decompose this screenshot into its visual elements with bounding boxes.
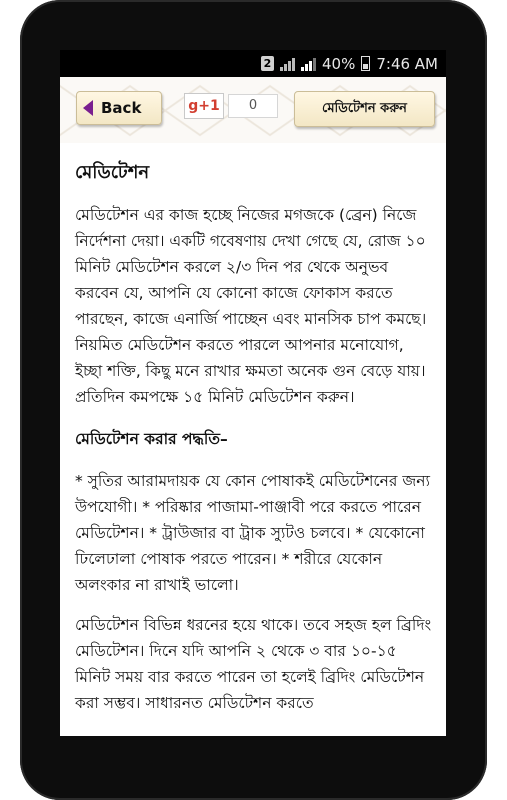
meditate-button[interactable]: মেডিটেশন করুন [294,91,435,127]
status-bar [60,50,446,77]
app-screen [60,50,446,736]
article-paragraph-1: মেডিটেশন এর কাজ হচ্ছে নিজের মগজকে (ব্রেন) নিজে নির্দেশনা দেয়া। একটি গবেষণায় দেখা গেছে যে, রোজ ১০ মিনিট মেডিটেশন করলে ২/৩ দিন পর থেকে অনুভব করবেন যে, আপনি যে কোনো কাজে ফোকাস করতে পারছেন, কাজে এনার্জি পাচ্ছেন এবং মানসিক চাপ কমছে। নিয়মিত মেডিটেশন করতে পারলে আপনার মনোযোগ, ইচ্ছা শক্তি, কিছু মনে রাখার ক্ষমতা অনেক গুন বেড়ে যায়।প্রতিদিন কমপক্ষে ১৫ মিনিট মেডিটেশন করুন। [75,206,427,406]
back-arrow-icon [83,100,93,116]
signal-strength-icon [301,57,316,71]
battery-icon [361,56,370,71]
back-button-label: Back [101,99,142,117]
battery-percent: 40% [322,54,356,73]
notification-badge: 2 [261,56,274,71]
google-plus-count: 0 [228,94,278,118]
google-plus-one-button[interactable]: g+1 [184,93,224,119]
article-subheading: মেডিটেশন করার পদ্ধতি– [75,430,228,448]
article-title: মেডিটেশন [75,162,150,183]
article-paragraph-2: * সুতির আরামদায়ক যে কোন পোষাকই মেডিটেশনের জন্য উপযোগী। * পরিষ্কার পাজামা-পাঞ্জাবী পরে করতে পারেন মেডিটেশন। * ট্রাউজার বা ট্রাক স্যুটও চলবে। * যেকোনো ঢিলেঢালা পোষাক পরতে পারেন। * শরীরে যেকোন অলংকার না রাখাই ভালো। [75,472,430,594]
back-button[interactable] [76,91,162,125]
phone-bottom-bezel [62,754,446,772]
article-content [75,160,435,730]
clock: 7:46 AM [376,54,438,73]
article-paragraph-3: মেডিটেশন বিভিন্ন ধরনের হয়ে থাকে। তবে সহজ হল ব্রিদিং মেডিটেশন। দিনে যদি আপনি ২ থেকে ৩ বার ১০-১৫ মিনিট সময় বার করতে পারেন তা হলেই ব্রিদিং মেডিটেশন করা সম্ভব। সাধারনত মেডিটেশন করতে [75,616,432,712]
signal-icon [280,57,295,71]
